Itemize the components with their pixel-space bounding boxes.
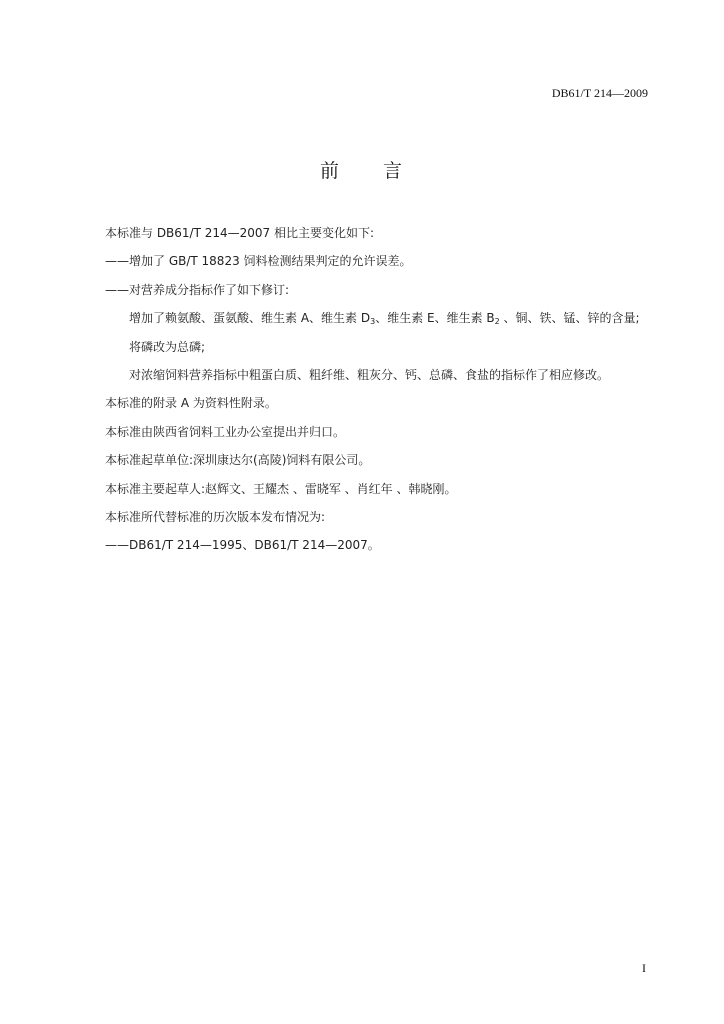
sub-item-1-text-c: 、铜、铁、锰、锌的含量; xyxy=(499,311,640,326)
subscript-b2: 2 xyxy=(494,317,500,327)
sub-item-1 xyxy=(105,311,665,325)
sub-item-3: 对浓缩饲料营养指标中粗蛋白质、粗纤维、粗灰分、钙、总磷、食盐的指标作了相应修改。 xyxy=(129,367,610,382)
subscript-d3: 3 xyxy=(370,317,376,327)
proposer-line: 本标准由陕西省饲料工业办公室提出并归口。 xyxy=(105,424,346,439)
appendix-line: 本标准的附录 A 为资料性附录。 xyxy=(105,396,277,411)
change-item-1: ——增加了 GB/T 18823 饲料检测结果判定的允许误差。 xyxy=(105,254,412,269)
change-item-2: ——对营养成分指标作了如下修订: xyxy=(105,282,290,297)
page-title xyxy=(0,156,724,183)
drafters-line: 本标准主要起草人:赵辉文、王耀杰 、雷晓军 、肖红年 、韩晓刚。 xyxy=(105,481,457,496)
sub-item-1-text-a: 增加了赖氨酸、蛋氨酸、维生素 A、维生素 D xyxy=(129,311,371,326)
document-code: DB61/T 214—2009 xyxy=(551,86,648,100)
drafting-unit-line: 本标准起草单位:深圳康达尔(高陵)饲料有限公司。 xyxy=(105,453,371,468)
history-title-line: 本标准所代替标准的历次版本发布情况为: xyxy=(105,509,326,524)
title-char-2: 言 xyxy=(383,160,405,182)
foreword-body xyxy=(105,226,665,567)
sub-item-1-text-b: 、维生素 E、维生素 B xyxy=(375,311,495,326)
page-number: I xyxy=(642,961,646,975)
history-line: ——DB61/T 214—1995、DB61/T 214—2007。 xyxy=(105,538,380,553)
sub-item-2: 将磷改为总磷; xyxy=(129,339,206,354)
intro-line: 本标准与 DB61/T 214—2007 相比主要变化如下: xyxy=(105,226,375,240)
title-char-1: 前 xyxy=(319,160,341,182)
